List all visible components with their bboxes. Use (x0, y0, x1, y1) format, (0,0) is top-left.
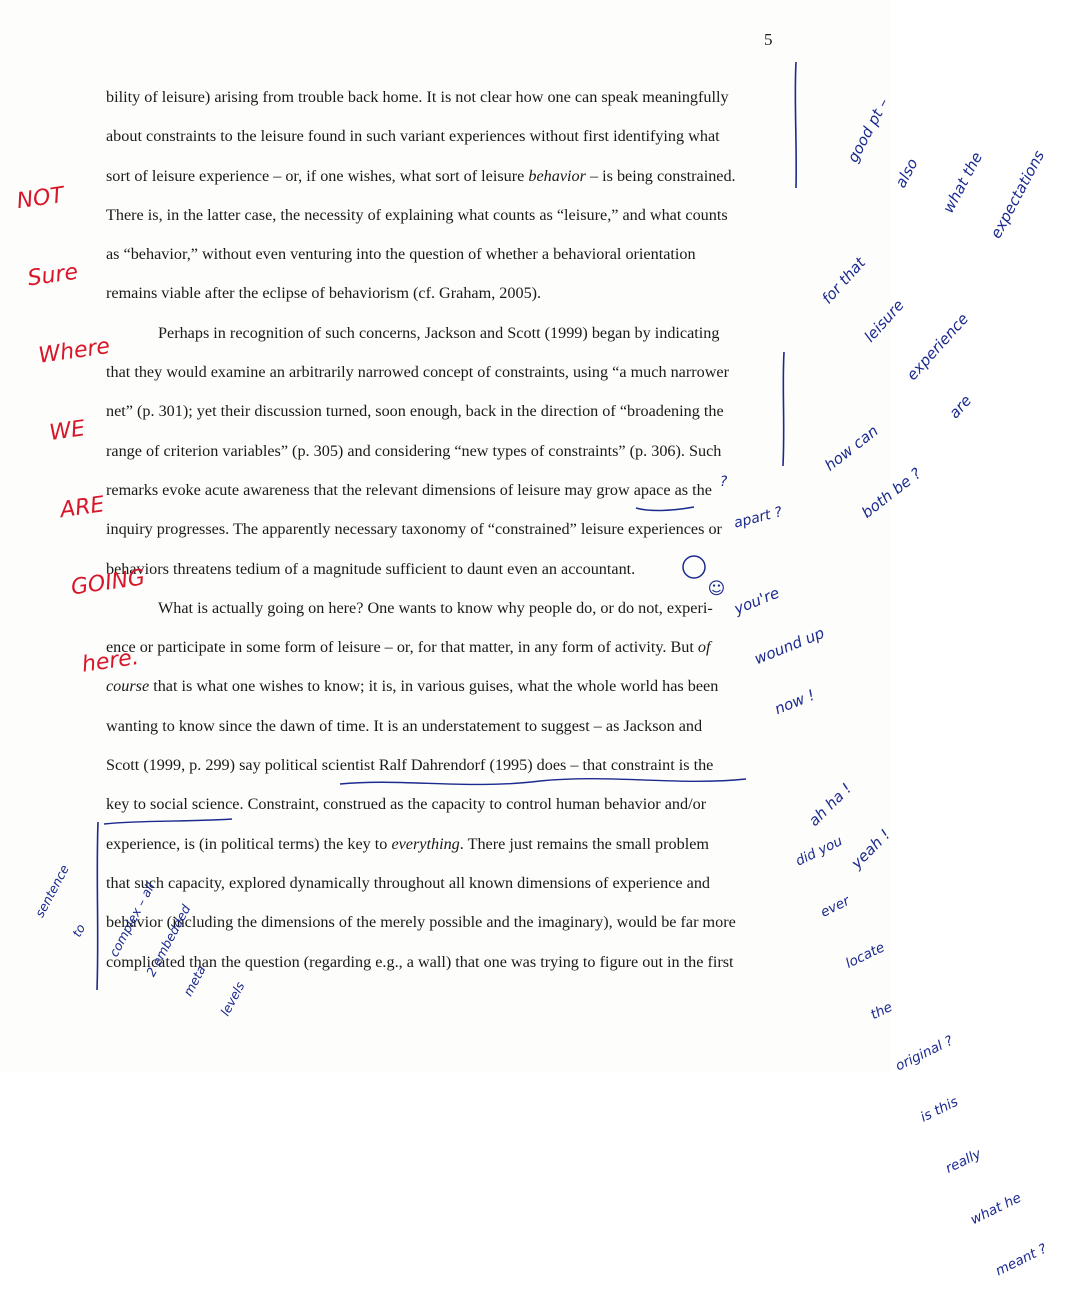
annotation-not-sure: NOT Sure Where WE ARE GOING here. (15, 182, 147, 678)
text-line: inquiry progresses. The apparently necessary taxonomy of “constrained” leisure experiences or (106, 520, 722, 539)
text-line: as “behavior,” without even venturing into the question of whether a behavioral orientation (106, 245, 696, 264)
annotation-for-that-leisure: for that leisure experience are (818, 253, 976, 422)
annotation-good-pt: good pt – also what the expectations (843, 95, 1049, 242)
text-line: range of criterion variables” (p. 305) and considering “new types of constraints” (p. 306). Such (106, 441, 722, 460)
text-line: that they would examine an arbitrarily narrowed concept of constraints, using “a much narrower (106, 363, 729, 382)
annotation-apart: apart ? (732, 504, 784, 532)
paragraph-start-line: Perhaps in recognition of such concerns, Jackson and Scott (1999) began by indicating (158, 323, 720, 342)
text-line: bility of leisure) arising from trouble back home. It is not clear how one can speak meaningfully (106, 88, 729, 106)
smiley-icon: ☺ (707, 579, 726, 599)
text-line: Scott (1999, p. 299) say political scientist Ralf Dahrendorf (1995) does – that constraint is the (106, 756, 714, 775)
text-line: behavior (including the dimensions of the merely possible and the imaginary), would be far more (106, 913, 736, 932)
text-line: net” (p. 301); yet their discussion turned, soon enough, back in the direction of “broadening the (106, 402, 724, 421)
annotation-sentence-complex: sentence to complex – all 2 embedded meta levels (31, 862, 248, 1019)
annotation-wound-up: you're wound up now ! (731, 583, 827, 719)
text-line: experience, is (in political terms) the key to everything. There just remains the small problem (106, 834, 709, 853)
text-line: key to social science. Constraint, construed as the capacity to control human behavior and/or (106, 795, 707, 814)
text-line: course that is what one wishes to know; it is, in various guises, what the whole world has been (106, 677, 719, 696)
annotation-ah-ha: ah ha ! yeah ! (804, 779, 894, 873)
text-line: about constraints to the leisure found in such variant experiences without first identifying what (106, 127, 720, 146)
text-line: wanting to know since the dawn of time. It is an understatement to suggest – as Jackson and (106, 716, 703, 735)
text-line: behaviors threatens tedium of a magnitude sufficient to daunt even an accountant. (106, 559, 636, 578)
text-line: ence or participate in some form of leisure – or, for that matter, in any form of activity. But of (106, 638, 711, 657)
page-number: 5 (764, 30, 773, 49)
annotation-question-mark: ? (719, 474, 728, 490)
paragraph-start-line: What is actually going on here? One wants to know why people do, or do not, experi- (158, 598, 713, 617)
text-line: sort of leisure experience – or, if one wishes, what sort of leisure behavior – is being constrained. (106, 166, 736, 185)
text-line: that such capacity, explored dynamically throughout all known dimensions of experience and (106, 873, 711, 892)
text-line: There is, in the latter case, the necessity of explaining what counts as “leisure,” and what counts (106, 205, 728, 224)
margin-bracket-top (795, 62, 796, 188)
text-line: remarks evoke acute awareness that the relevant dimensions of leisure may grow apace as the (106, 480, 712, 499)
text-line: complicated than the question (regarding e.g., a wall) that one was trying to figure out in the first (106, 952, 734, 971)
body-text (106, 78, 786, 982)
text-line: remains viable after the eclipse of behaviorism (cf. Graham, 2005). (106, 284, 542, 303)
annotation-how-can-both-be: how can both be ? (821, 421, 925, 522)
annotation-original: did you ever locate the original ? is this really what he meant ? (793, 833, 1050, 1280)
